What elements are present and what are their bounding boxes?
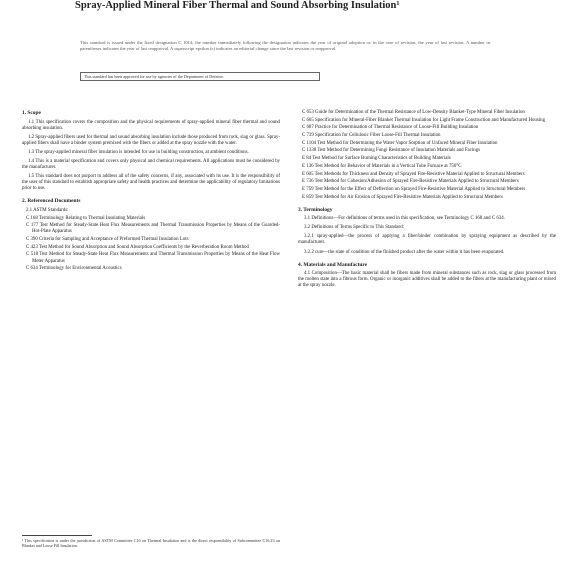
scope-paragraph: 1.2 Spray-applied fibers used for thermal and sound absorbing insulation include those produced from rock, slag or glass. Spray-applied fibers shall have a binder system premixed with the fibers or added at the spray nozzle with the water. <box>22 134 280 146</box>
reference-item: C 177 Test Method for Steady-State Heat Flux Measurements and Thermal Transmission Properties by Means of the Guarded-Hot-Plate Apparatus <box>26 223 280 235</box>
section-heading-terminology: 3. Terminology <box>298 206 333 213</box>
document-title: Spray-Applied Mineral Fiber Thermal and Sound Absorbing Insulation¹ <box>75 0 400 11</box>
reference-item: C 518 Test Method for Steady-State Heat Flux Measurements and Thermal Transmission Properties by Means of the Heat Flow Meter Apparatus <box>26 252 280 264</box>
reference-item: C 653 Guide for Determination of the Thermal Resistance of Low-Density Blanket-Type Mineral Fiber Insulation <box>302 110 525 115</box>
scope-paragraph: 1.5 This standard does not purport to address all of the safety concerns, if any, associated with its use. It is the responsibility of the user of this standard to establish appropriate safety and health practices and determine the applicability of regulatory limitations prior to use. <box>22 174 280 192</box>
right-column <box>298 110 556 292</box>
terminology-paragraph: 3.2.1 spray-applied—the process of applying a fiber/binder combination by spraying equipment as described by the manufacturer. <box>298 234 556 246</box>
section-heading-scope: 1. Scope <box>22 110 41 116</box>
reference-item: E 736 Test Method for Cohesion/Adhesion of Sprayed Fire-Resistive Materials Applied to Structural Members <box>302 179 519 185</box>
section-heading-referenced-documents: 2. Referenced Documents <box>22 198 81 205</box>
terminology-paragraph: 3.2 Definitions of Terms Specific to This Standard: <box>304 225 404 231</box>
reference-item: C 390 Criteria for Sampling and Acceptance of Preformed Thermal Insulation Lots <box>26 237 189 243</box>
reference-list-continued <box>298 110 556 201</box>
reference-item: E 136 Test Method for Behavior of Materials in a Vertical Tube Furnace at 750°C <box>302 163 462 169</box>
reference-item: C 423 Test Method for Sound Absorption and Sound Absorption Coefficients by the Reverberation Room Method <box>26 244 249 250</box>
section-heading-materials: 4. Materials and Manufacture <box>298 261 368 268</box>
reference-list <box>22 208 280 272</box>
reference-item: 2.1 ASTM Standards: <box>26 207 69 213</box>
designation-note: This standard is issued under the fixed designation C 1014; the number immediately following the designation indicates the year of original adoption or, in the case of revision, the year of last revision. A number in parentheses indicates the year of last reapproval. A superscript epsilon (ε) indicates an editorial change since the last revision or reapproval. <box>80 40 490 51</box>
reference-item: C 634 Terminology for Environmental Acoustics <box>26 266 122 272</box>
reference-item: C 687 Practice for Determination of Thermal Resistance of Loose-Fill Building Insulation <box>302 125 479 131</box>
reference-item: E 859 Test Method for Air Erosion of Sprayed Fire-Resistive Materials Applied to Structural Members <box>302 194 503 200</box>
scope-paragraph: 1.3 The spray-applied mineral fiber insulation is intended for use in building construction, at ambient conditions. <box>28 149 249 155</box>
terminology-paragraph: 3.1 Definitions—For definitions of terms used in this specification, see Terminology C 168 and C 634. <box>304 216 505 222</box>
footnote: ¹ This specification is under the jurisdiction of ASTM Committee C16 on Thermal Insulation and is the direct responsibility of Subcommittee C16.23 on Blanket and Loose Fill Insulation. <box>22 538 280 548</box>
scope-paragraph: 1.1 This specification covers the composition and the physical requirements of spray-applied mineral fiber thermal and sound absorbing insulation. <box>22 119 280 131</box>
terminology-paragraph: 3.2.2 cure—the state of condition of the finished product after the water within it has been evaporated. <box>304 249 505 255</box>
scope-paragraph: 1.4 This is a material specification and covers only physical and chemical requirements. All applications must be considered by the manufacturer. <box>22 158 280 171</box>
materials-paragraph: 4.1 Composition—The basic material shall be fibers made from mineral substances such as rock, slag or glass processed from the molten state into a fibrous form. Organic or inorganic additives shall be added to the fibers at the manufacturing plant or mixed at the spray nozzle. <box>298 271 556 289</box>
dod-approval-box: This standard has been approved for use by agencies of the Department of Defense. <box>80 72 320 81</box>
reference-item: C 168 Terminology Relating to Thermal Insulating Materials <box>26 215 146 221</box>
footnote-divider <box>22 535 92 536</box>
reference-item: C 1338 Test Method for Determining Fungi Resistance of Insulation Materials and Facings <box>302 148 481 154</box>
reference-item: C 739 Specification for Cellulosic Fiber Loose-Fill Thermal Insulation <box>302 133 441 139</box>
reference-item: C 1104 Test Method for Determining the Water Vapor Sorption of Unfaced Mineral Fiber Insulation <box>302 140 498 146</box>
reference-item: C 665 Specification for Mineral-Fiber Blanket Thermal Insulation for Light Frame Construction and Manufactured Housing <box>302 117 546 123</box>
reference-item: E 759 Test Method for the Effect of Deflection on Sprayed Fire-Resistive Material Applied to Structural Members <box>302 186 526 192</box>
reference-item: E 605 Test Methods for Thickness and Density of Sprayed Fire-Resistive Material Applied to Structural Members <box>302 171 525 177</box>
left-column <box>22 110 280 274</box>
reference-item: E 84 Test Method for Surface Burning Characteristics of Building Materials <box>302 156 451 162</box>
